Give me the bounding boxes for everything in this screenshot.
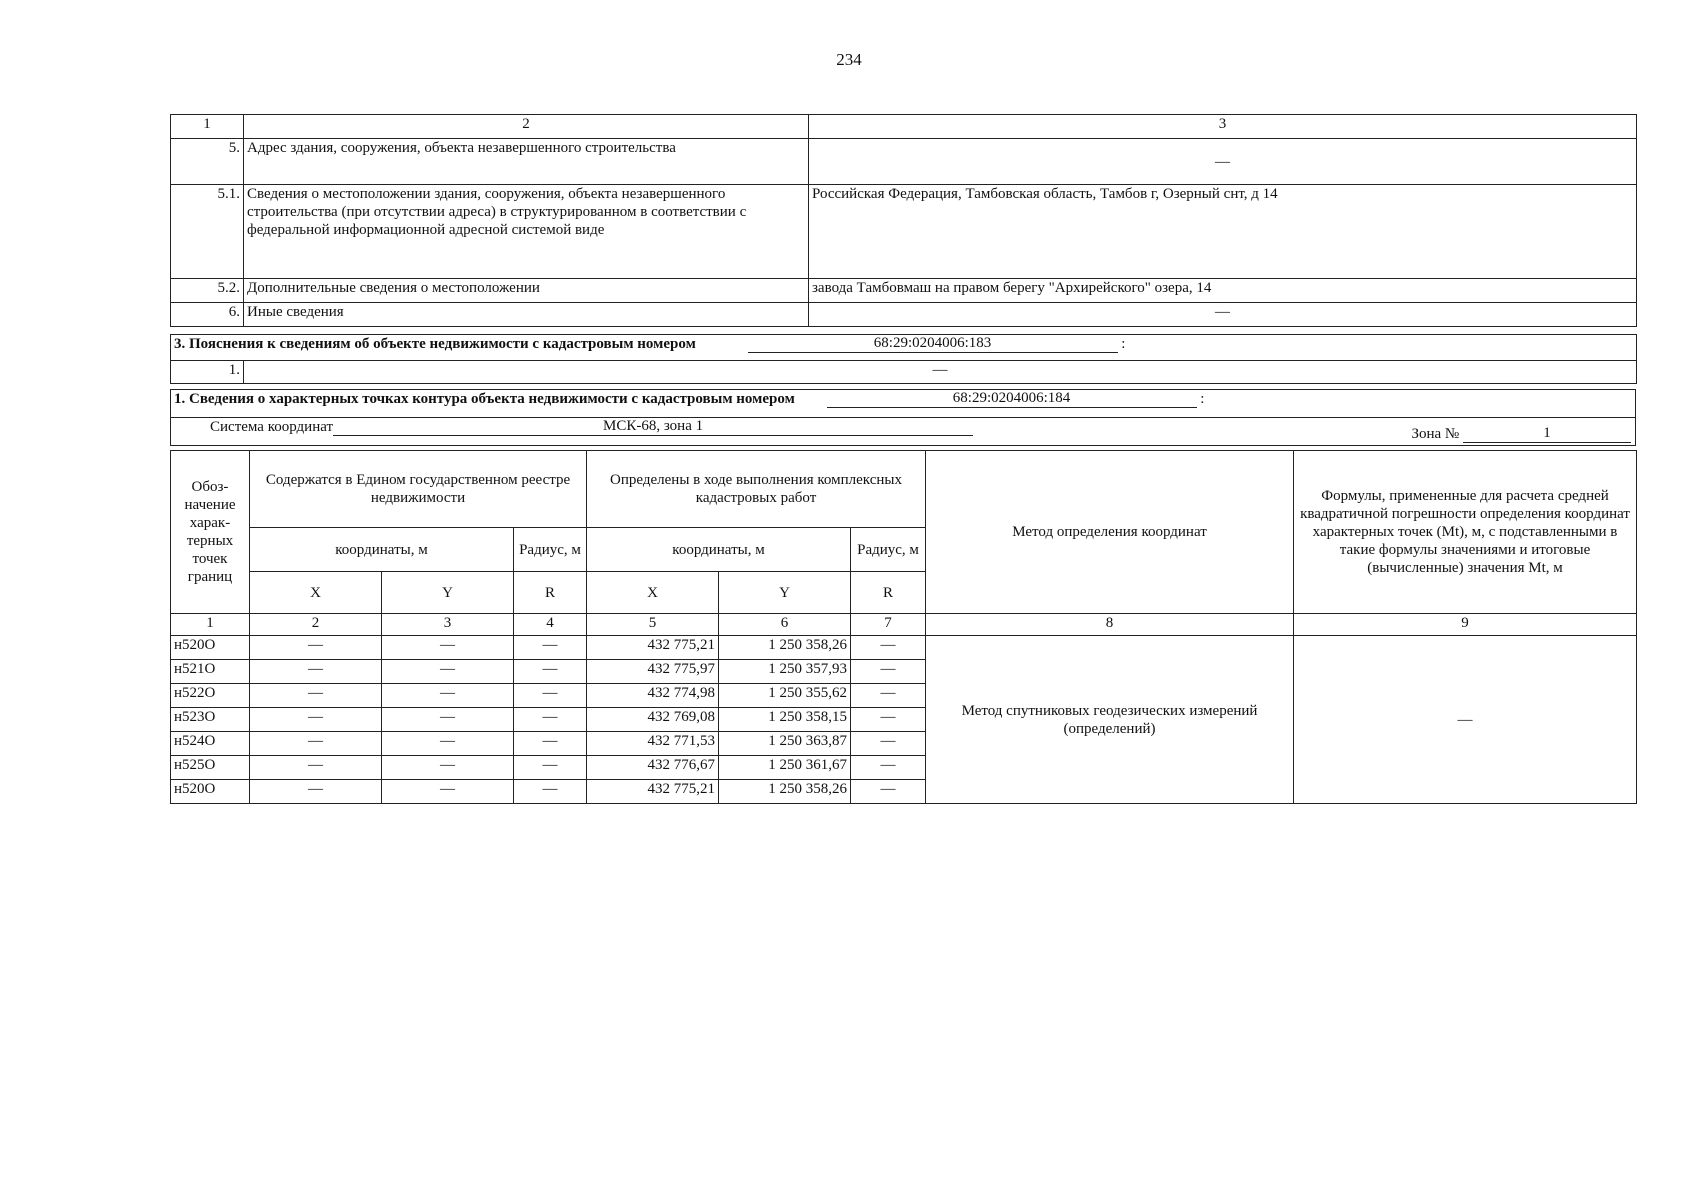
header-kkr: Определены в ходе выполнения комплексных кадастровых работ [587, 451, 926, 528]
point-r-egrn: — [514, 708, 587, 732]
point-id: н521О [171, 660, 250, 684]
point-id: н524О [171, 732, 250, 756]
explanations-table [170, 334, 1636, 384]
point-x-egrn: — [250, 732, 382, 756]
col-number: 3 [382, 614, 514, 636]
point-x-egrn: — [250, 780, 382, 804]
point-r-kkr: — [851, 636, 926, 660]
section3-title: 3. Пояснения к сведениям об объекте недвижимости с кадастровым номером [174, 336, 696, 352]
point-x-kkr: 432 771,53 [587, 732, 719, 756]
formulas-cell: — [1294, 636, 1637, 804]
col-number: 2 [250, 614, 382, 636]
zone-value: 1 [1463, 425, 1631, 443]
row-value: — [244, 361, 1637, 384]
header-r-kkr: R [851, 572, 926, 614]
header-x-egrn: X [250, 572, 382, 614]
row-label: Дополнительные сведения о местоположении [244, 279, 809, 303]
point-x-kkr: 432 775,21 [587, 780, 719, 804]
header-coords-kkr: координаты, м [587, 528, 851, 572]
point-r-egrn: — [514, 684, 587, 708]
section1-title: 1. Сведения о характерных точках контура объекта недвижимости с кадастровым номером [174, 391, 795, 407]
point-r-egrn: — [514, 732, 587, 756]
point-r-egrn: — [514, 780, 587, 804]
header-method: Метод определения координат [926, 451, 1294, 614]
point-y-kkr: 1 250 355,62 [719, 684, 851, 708]
coord-system-row [171, 418, 1636, 446]
point-y-kkr: 1 250 358,26 [719, 780, 851, 804]
point-id: н520О [171, 780, 250, 804]
header-egrn: Содержатся в Едином государственном реестре недвижимости [250, 451, 587, 528]
row-value: завода Тамбовмаш на правом берегу "Архирейского" озера, 14 [809, 279, 1637, 303]
header-radius-egrn: Радиус, м [514, 528, 587, 572]
point-r-kkr: — [851, 780, 926, 804]
header-col-1: 1 [171, 115, 244, 139]
table-row [171, 636, 1637, 660]
contour-section-header [170, 389, 1636, 446]
column-number-row [171, 614, 1637, 636]
point-r-egrn: — [514, 756, 587, 780]
header-designation: Обоз-начение харак-терных точек границ [171, 451, 250, 614]
row-label: Адрес здания, сооружения, объекта незавершенного строительства [244, 139, 809, 185]
coord-system-label: Система координат [210, 419, 334, 435]
point-y-kkr: 1 250 357,93 [719, 660, 851, 684]
point-x-egrn: — [250, 756, 382, 780]
point-r-kkr: — [851, 756, 926, 780]
header-r-egrn: R [514, 572, 587, 614]
point-x-kkr: 432 774,98 [587, 684, 719, 708]
point-r-egrn: — [514, 660, 587, 684]
row-label: Иные сведения [244, 303, 809, 327]
method-cell: Метод спутниковых геодезических измерений (определений) [926, 636, 1294, 804]
coord-system-value: МСК-68, зона 1 [333, 418, 973, 436]
header-x-kkr: X [587, 572, 719, 614]
section3-title-row [171, 335, 1637, 361]
point-r-kkr: — [851, 684, 926, 708]
section3-cadastral-number: 68:29:0204006:183 [748, 335, 1118, 353]
header-y-egrn: Y [382, 572, 514, 614]
point-y-egrn: — [382, 684, 514, 708]
point-x-kkr: 432 775,97 [587, 660, 719, 684]
point-r-kkr: — [851, 732, 926, 756]
col-number: 6 [719, 614, 851, 636]
point-y-kkr: 1 250 358,15 [719, 708, 851, 732]
point-y-kkr: 1 250 361,67 [719, 756, 851, 780]
point-y-kkr: 1 250 358,26 [719, 636, 851, 660]
address-table [170, 114, 1636, 327]
col-number: 9 [1294, 614, 1637, 636]
row-value: Российская Федерация, Тамбовская область, Тамбов г, Озерный снт, д 14 [809, 185, 1637, 279]
row-number: 5.1. [171, 185, 244, 279]
point-y-egrn: — [382, 780, 514, 804]
header-radius-kkr: Радиус, м [851, 528, 926, 572]
point-x-egrn: — [250, 660, 382, 684]
point-x-kkr: 432 769,08 [587, 708, 719, 732]
point-x-kkr: 432 775,21 [587, 636, 719, 660]
point-r-kkr: — [851, 708, 926, 732]
row-number: 6. [171, 303, 244, 327]
point-y-egrn: — [382, 708, 514, 732]
row-label: Сведения о местоположении здания, сооружения, объекта незавершенного строительства (при отсутствии адреса) в структурированном в соответствии с федеральной информационной адресной системой виде [244, 185, 809, 279]
row-number: 5. [171, 139, 244, 185]
col-number: 4 [514, 614, 587, 636]
point-x-kkr: 432 776,67 [587, 756, 719, 780]
col-number: 8 [926, 614, 1294, 636]
points-table [170, 450, 1636, 804]
header-col-2: 2 [244, 115, 809, 139]
point-y-egrn: — [382, 732, 514, 756]
section1-cadastral-number: 68:29:0204006:184 [827, 390, 1197, 408]
col-number: 5 [587, 614, 719, 636]
point-y-kkr: 1 250 363,87 [719, 732, 851, 756]
point-x-egrn: — [250, 636, 382, 660]
zone-label: Зона № [1411, 426, 1460, 442]
section1-colon: : [1200, 391, 1205, 407]
row-number: 5.2. [171, 279, 244, 303]
section1-title-row [171, 390, 1636, 418]
point-y-egrn: — [382, 660, 514, 684]
row-value: — [809, 139, 1637, 185]
header-col-3: 3 [809, 115, 1637, 139]
point-y-egrn: — [382, 756, 514, 780]
page-number: 234 [836, 50, 862, 69]
point-id: н523О [171, 708, 250, 732]
header-formulas: Формулы, примененные для расчета средней квадратичной погрешности определения координат характерных точек (Mt), м, с подставленными в такие формулы значениями и итоговые (вычисленные) значения Mt, м [1294, 451, 1637, 614]
point-x-egrn: — [250, 708, 382, 732]
point-r-kkr: — [851, 660, 926, 684]
header-coords-egrn: координаты, м [250, 528, 514, 572]
section3-colon: : [1121, 336, 1126, 352]
point-y-egrn: — [382, 636, 514, 660]
col-number: 7 [851, 614, 926, 636]
point-x-egrn: — [250, 684, 382, 708]
header-y-kkr: Y [719, 572, 851, 614]
point-id: н520О [171, 636, 250, 660]
point-r-egrn: — [514, 636, 587, 660]
point-id: н525О [171, 756, 250, 780]
col-number: 1 [171, 614, 250, 636]
point-id: н522О [171, 684, 250, 708]
row-number: 1. [171, 361, 244, 384]
row-value: — [809, 303, 1637, 327]
